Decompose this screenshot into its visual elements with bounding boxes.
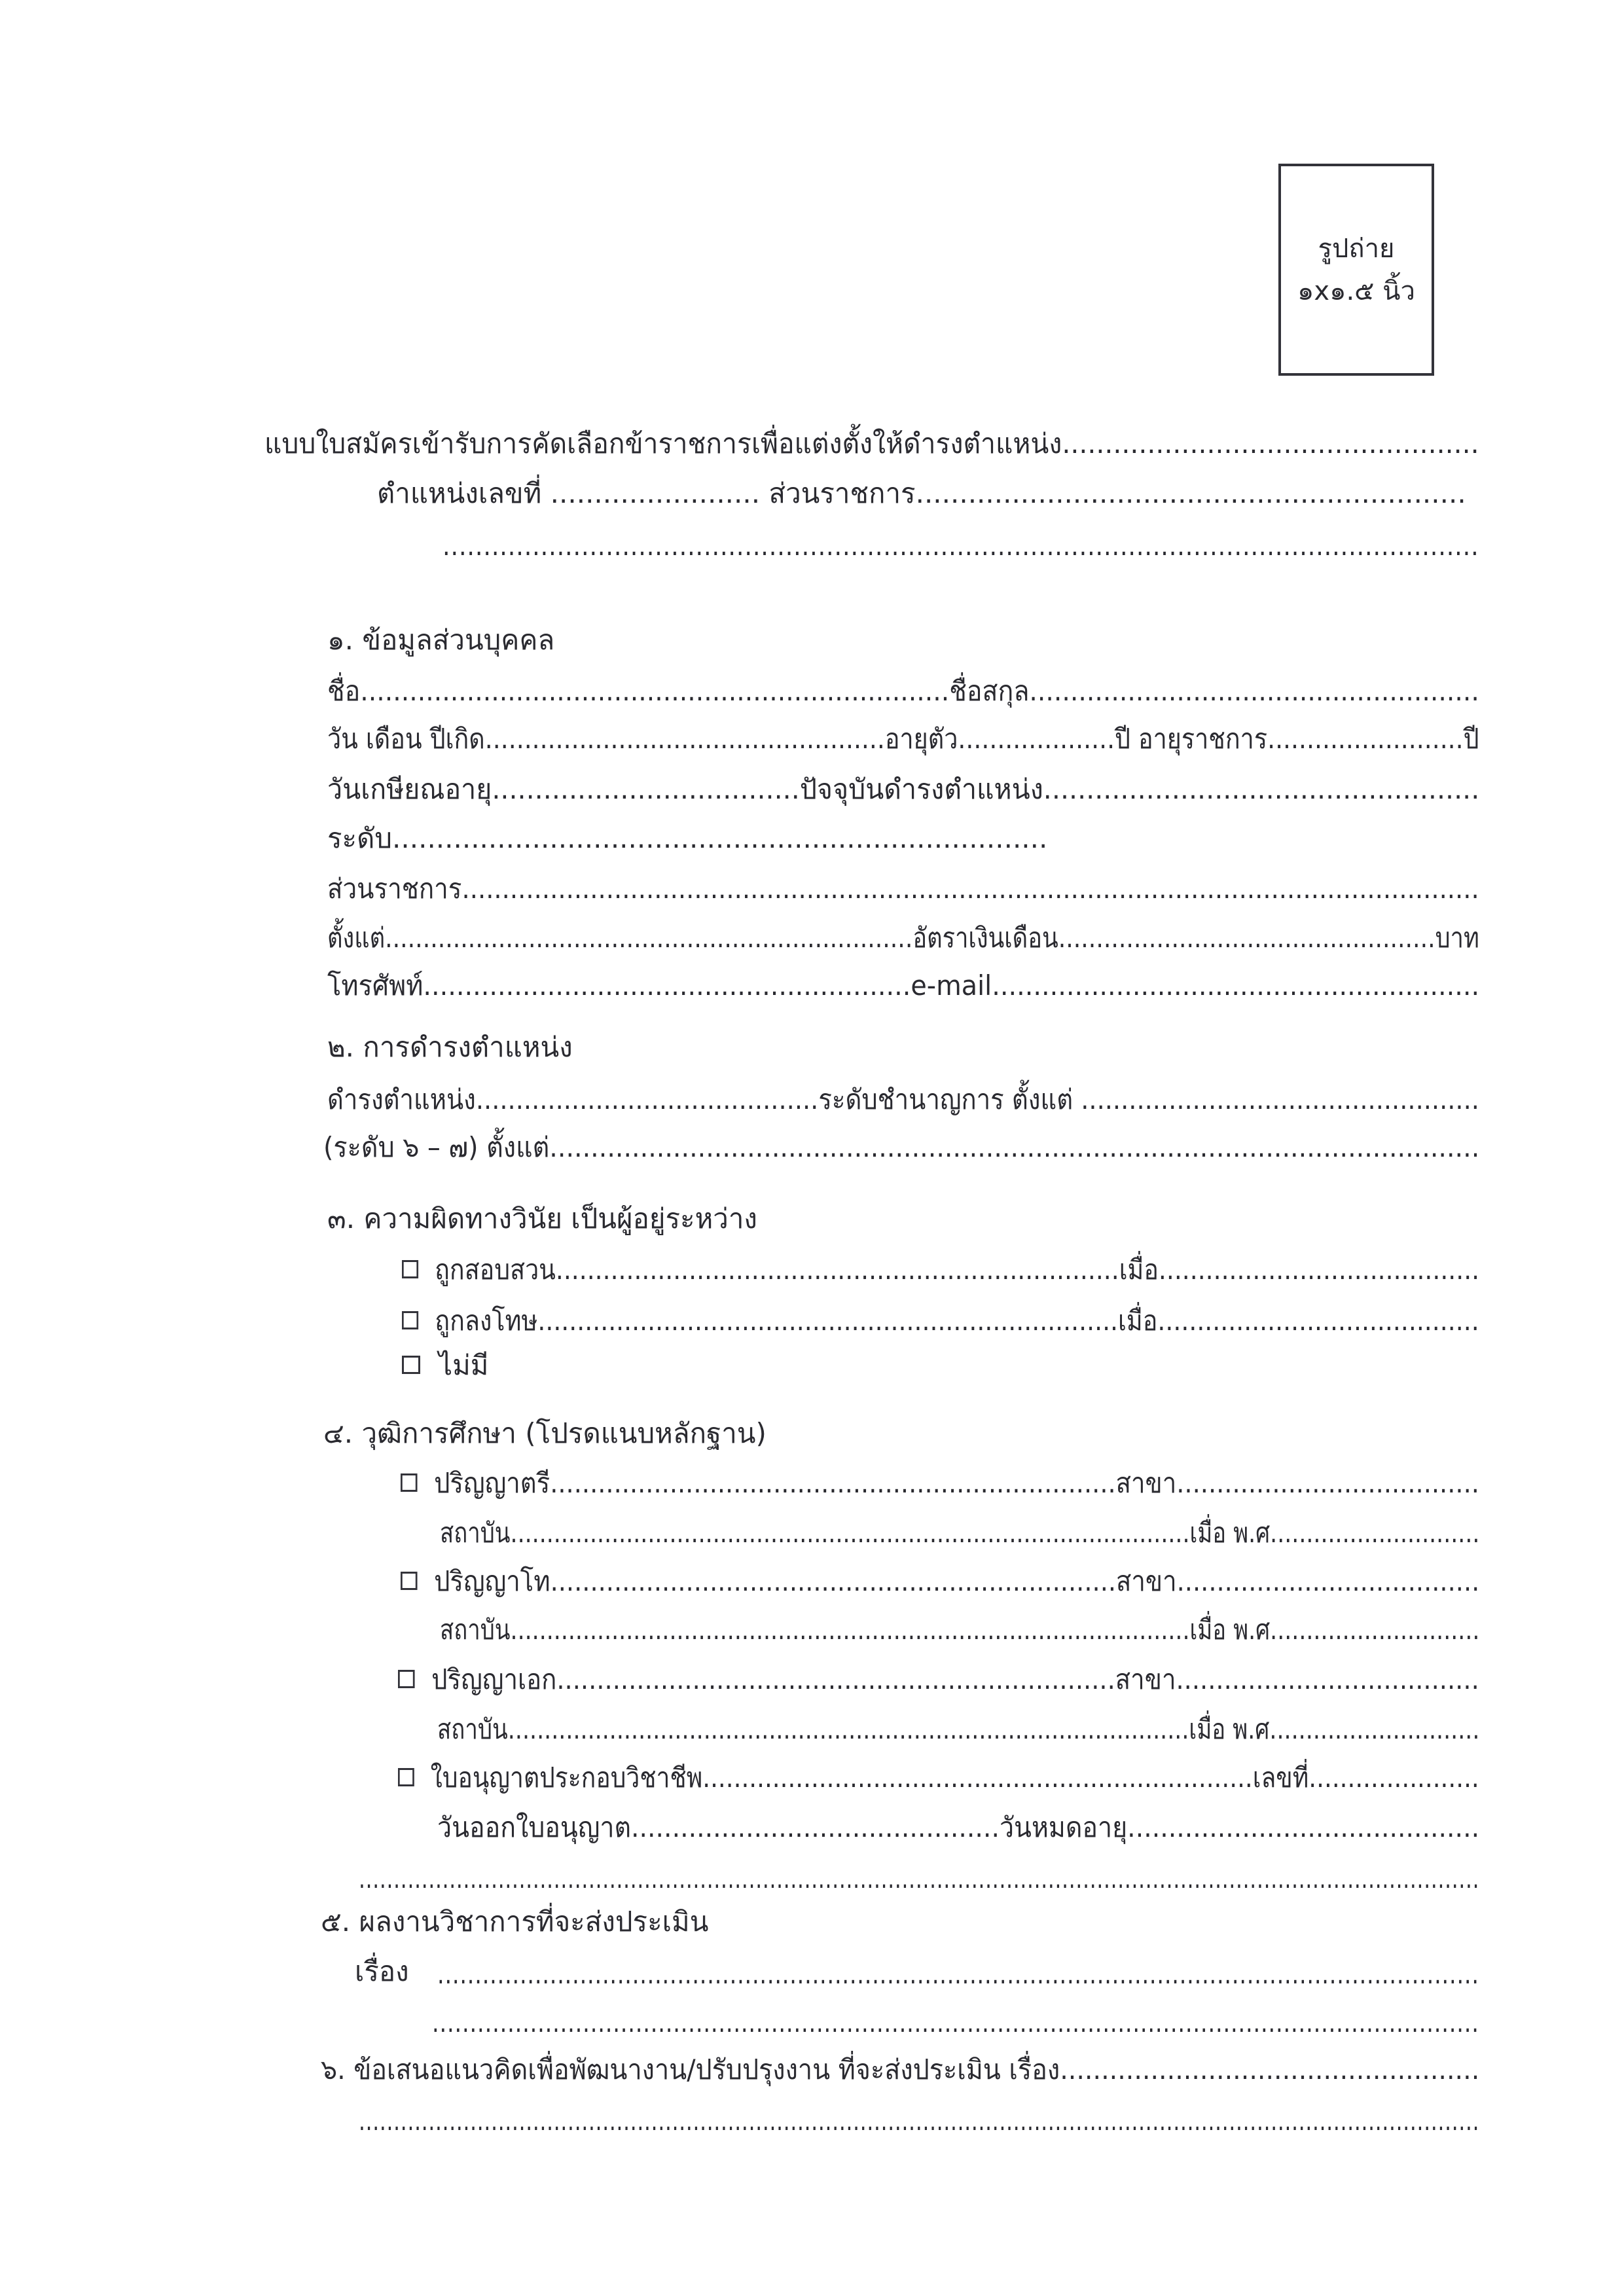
checkbox-punished[interactable]	[402, 1311, 418, 1329]
option-investigated-label: ถูกสอบสวน........................................................................เมื่อ.........................................	[435, 1254, 1480, 1286]
photo-placeholder-box	[1278, 164, 1434, 376]
license-row	[398, 1761, 1479, 1795]
level-6-7-row: (ระดับ ๖ – ๗) ตั้งแต่.................................................................................................................	[323, 1131, 1480, 1163]
master-institution-row: สถาบัน..............................................................................................เมื่อ พ.ศ.............................	[440, 1614, 1480, 1646]
section-1-title: ๑. ข้อมูลส่วนบุคคล	[327, 624, 555, 656]
section-4-title: ๔. วุฒิการศึกษา (โปรดแนบหลักฐาน)	[323, 1417, 767, 1449]
name-field-row: ชื่อ........................................................................ชื่อสกุล.......................................................	[327, 675, 1479, 707]
checkbox-license[interactable]	[398, 1768, 414, 1786]
checkbox-bachelor[interactable]	[401, 1473, 418, 1492]
option-punished-label: ถูกลงโทษ..........................................................................เมื่อ.........................................	[435, 1305, 1479, 1337]
section-5-title: ๕. ผลงานวิชาการที่จะส่งประเมิน	[321, 1906, 709, 1938]
section-5-subject-label: เรื่อง	[355, 1955, 409, 1987]
option-none-label: ไม่มี	[439, 1349, 489, 1381]
checkbox-none[interactable]	[402, 1356, 420, 1374]
department-field-row: ส่วนราชการ...............................................................................................................................	[327, 873, 1479, 905]
option-punished	[402, 1304, 1479, 1338]
retirement-field-row: วันเกษียณอายุ....................................ปัจจุบันดำรงตำแหน่ง...................................................	[327, 773, 1480, 805]
position-number-line: ตำแหน่งเลขที่ ........................ ส่วนราชการ...............................................................	[377, 477, 1466, 509]
checkbox-investigated[interactable]	[402, 1260, 418, 1278]
photo-size: ๑x๑.๕ นิ้ว	[1297, 276, 1415, 306]
section-2-title: ๒. การดำรงตำแหน่ง	[327, 1031, 573, 1063]
photo-caption: รูปถ่าย	[1318, 234, 1395, 264]
master-label: ปริญญาโท.......................................................................สาขา......................................	[434, 1565, 1480, 1597]
salary-field-row: ตั้งแต่......................................................................อัตราเงินเดือน..................................................บาท	[327, 922, 1479, 954]
master-row	[401, 1564, 1479, 1599]
bachelor-institution-row: สถาบัน..............................................................................................เมื่อ พ.ศ.............................	[440, 1517, 1480, 1549]
position-held-row: ดำรงตำแหน่ง...........................................ระดับชำนาญการ ตั้งแต่ ..................................................	[327, 1083, 1479, 1115]
license-dates-row: วันออกใบอนุญาต.............................................วันหมดอายุ...........................................	[437, 1811, 1480, 1843]
doctorate-institution-row: สถาบัน..............................................................................................เมื่อ พ.ศ.............................	[437, 1713, 1480, 1745]
bachelor-row	[401, 1466, 1479, 1500]
contact-field-row: โทรศัพท์...........................................................e-mail...........................................................	[327, 969, 1480, 1002]
license-label: ใบอนุญาตประกอบวิชาชีพ.......................................................................เลขที่......................	[430, 1761, 1479, 1794]
option-none	[402, 1348, 489, 1382]
department-continuation-line: ...............................................................................................................................	[442, 530, 1479, 562]
doctorate-row	[398, 1663, 1479, 1697]
option-investigated	[402, 1253, 1479, 1287]
checkbox-doctorate[interactable]	[398, 1670, 415, 1688]
birthdate-field-row: วัน เดือน ปีเกิด...................................................อายุตัว....................ปี อายุราชการ.........................ปี	[327, 723, 1479, 755]
section-5-subject-line-1: ...........................................................................................................................................	[437, 1958, 1479, 1990]
form-title: แบบใบสมัครเข้ารับการคัดเลือกข้าราชการเพื่อแต่งตั้งให้ดำรงตำแหน่ง.................................................	[264, 427, 1479, 460]
section-3-title: ๓. ความผิดทางวินัย เป็นผู้อยู่ระหว่าง	[327, 1202, 757, 1235]
level-field-row: ระดับ...........................................................................	[327, 822, 1048, 854]
section-6-extra-line: .................................................................................................................................................................	[359, 2104, 1480, 2137]
section-5-subject-line-2: ...........................................................................................................................................	[432, 2006, 1479, 2038]
bachelor-label: ปริญญาตรี.......................................................................สาขา......................................	[434, 1467, 1479, 1499]
checkbox-master[interactable]	[401, 1572, 418, 1590]
doctorate-label: ปริญญาเอก......................................................................สาขา......................................	[431, 1663, 1479, 1695]
section-6-title: ๖. ข้อเสนอแนวคิดเพื่อพัฒนางาน/ปรับปรุงงาน ที่จะส่งประเมิน เรื่อง...................................................	[321, 2053, 1480, 2086]
education-extra-line: .................................................................................................................................................................	[359, 1862, 1480, 1894]
